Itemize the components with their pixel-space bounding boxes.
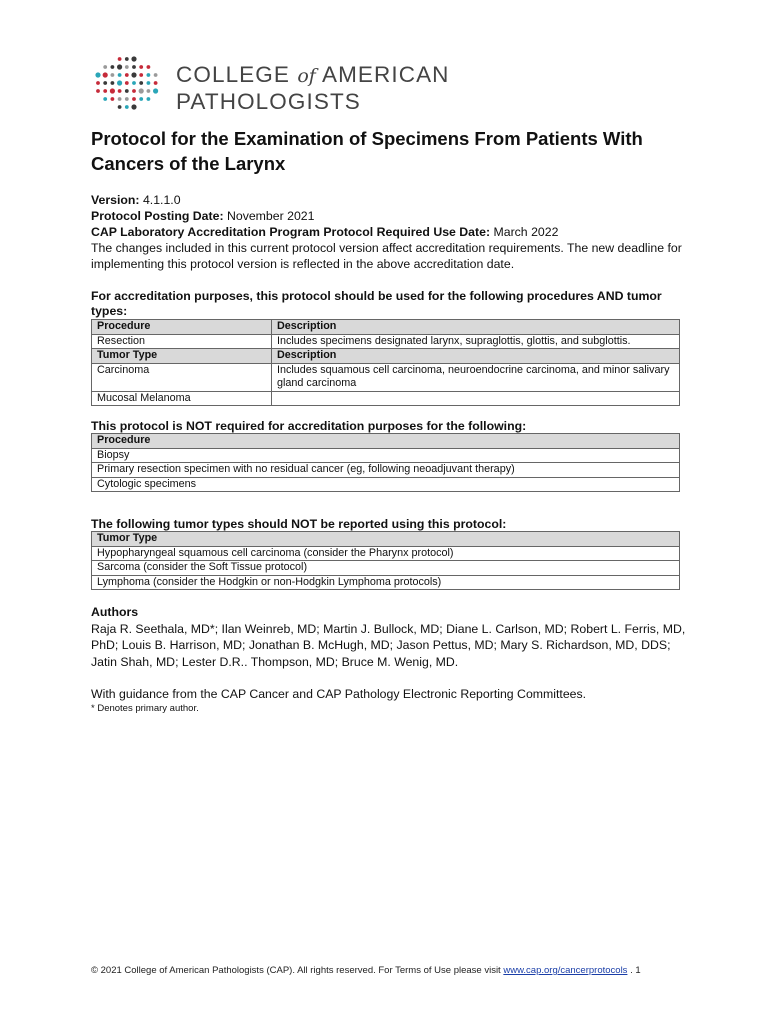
authors-heading: Authors [91,605,139,619]
posting-line [91,208,691,224]
table-row [92,448,680,463]
table-cell: Primary resection specimen with no residual cancer (eg, following neoadjuvant therapy) [92,463,680,478]
cell-empty [272,391,680,406]
table-row [92,363,680,391]
posting-value: November 2021 [226,209,315,223]
table-cell: Hypopharyngeal squamous cell carcinoma (consider the Pharynx protocol) [92,546,680,561]
logo-dot [132,97,136,101]
header-procedure: Procedure [92,434,680,449]
version-label: Version: [91,193,140,207]
logo-dot [125,97,129,101]
table-cell: Biopsy [92,448,680,463]
logo-dot [96,81,100,85]
logo-dot [139,88,144,93]
logo-dot [147,89,151,93]
cap-logo-dots-icon [94,54,164,114]
guidance-text: With guidance from the CAP Cancer and CAP Pathology Electronic Reporting Committees. [91,687,587,701]
logo-dot [153,88,158,93]
authors-section [91,604,691,670]
logo-dot [125,57,129,61]
header-tumor-type: Tumor Type [92,532,680,547]
logo-dot [103,81,107,85]
table-row [92,561,680,576]
page-footer [91,965,691,976]
logo-dot [103,97,107,101]
logo-dot [147,65,151,69]
table-cell: Cytologic specimens [92,477,680,492]
logo-dot [110,88,115,93]
header-procedure: Procedure [92,320,272,335]
version-line [91,192,691,208]
logo-dot [111,65,115,69]
logo-dot [139,73,143,77]
cell-resection-desc: Includes specimens designated larynx, supraglottis, glottis, and subglottis. [272,334,680,349]
logo-dot [139,81,143,85]
logo-dot [131,72,136,77]
logo-dot [96,89,100,93]
logo-dot [125,89,129,93]
not-required-heading: This protocol is NOT required for accreditation purposes for the following: [91,419,527,433]
accreditation-heading: For accreditation purposes, this protocol should be used for the following procedures AND tumor types: [91,289,662,318]
table-cell: Lymphoma (consider the Hodgkin or non-Hodgkin Lymphoma protocols) [92,575,680,590]
logo-dot [132,89,136,93]
table-cell: Sarcoma (consider the Soft Tissue protocol) [92,561,680,576]
primary-author-note: * Denotes primary author. [91,703,199,714]
cap-date-label: CAP Laboratory Accreditation Program Protocol Required Use Date: [91,225,491,239]
footer-copyright: © 2021 College of American Pathologists (CAP). All rights reserved. For Terms of Use please visit [91,965,501,976]
logo-dot [118,105,122,109]
table-row [92,391,680,406]
not-reported-heading: The following tumor types should NOT be reported using this protocol: [91,517,507,531]
logo-dot [132,65,136,69]
logo-dot [118,89,122,93]
cell-melanoma: Mucosal Melanoma [92,391,272,406]
table-header-row [92,532,680,547]
logo-college: COLLEGE [176,62,290,87]
footer-link[interactable]: www.cap.org/cancerprotocols [503,965,628,976]
logo-dot [103,72,108,77]
cell-carcinoma: Carcinoma [92,363,272,391]
not-required-table [91,433,680,492]
table-header-row [92,434,680,449]
cap-logo [94,54,494,114]
authors-list: Raja R. Seethala, MD*; Ilan Weinreb, MD; Martin J. Bullock, MD; Diane L. Carlson, MD; Robert L. Ferris, MD, PhD; Louis B. Harrison, MD; Jonathan B. McHugh, MD; Jason Pettus, MD; Mary S. Richardson, MD, DDS; Jatin Shah, MD; Lester D.R.. Thompson, MD; Bruce M. Wenig, MD. [91,621,686,669]
logo-dot [147,73,151,77]
table-row [92,334,680,349]
posting-label: Protocol Posting Date: [91,209,224,223]
table-header-row [92,320,680,335]
logo-dot [118,73,122,77]
version-value: 4.1.1.0 [142,193,181,207]
logo-pathologists: PATHOLOGISTS [176,89,361,114]
table-header-row [92,349,680,364]
logo-dot [118,97,122,101]
page-title: Protocol for the Examination of Specimens From Patients With Cancers of the Larynx [91,128,643,174]
logo-dot [95,72,100,77]
logo-dot [131,56,136,61]
logo-dot [125,65,129,69]
cell-resection: Resection [92,334,272,349]
not-reported-table [91,531,680,590]
accreditation-table [91,319,680,406]
logo-dot [147,97,151,101]
cap-date-line [91,224,691,240]
logo-of: of [297,65,316,87]
logo-dot [118,57,122,61]
logo-dot [125,105,129,109]
logo-dot [111,81,115,85]
logo-dot [132,81,136,85]
logo-dot [139,65,143,69]
logo-dot [111,97,115,101]
changes-text: The changes included in this current protocol version affect accreditation requirements. The new deadline for implementing this protocol version is reflected in the above accreditation date. [91,241,682,271]
logo-dot [154,81,158,85]
logo-dot [103,65,107,69]
cap-date-value: March 2022 [493,225,559,239]
logo-american: AMERICAN [321,62,450,87]
logo-dot [111,73,115,77]
logo-dot [103,89,107,93]
table-row [92,575,680,590]
page-number: . 1 [630,965,641,976]
logo-dot [131,104,136,109]
logo-dot [117,64,122,69]
logo-dot [117,80,122,85]
cell-carcinoma-desc: Includes squamous cell carcinoma, neuroendocrine carcinoma, and minor salivary gland carcinoma [272,363,680,391]
table-row [92,463,680,478]
table-row [92,477,680,492]
header-tumor-type: Tumor Type [92,349,272,364]
header-description: Description [272,320,680,335]
logo-dot [125,73,129,77]
protocol-meta [91,192,691,272]
logo-dot [139,97,143,101]
logo-wordmark [176,62,450,115]
table-row [92,546,680,561]
logo-dot [154,73,158,77]
logo-dot [125,81,129,85]
logo-dot [147,81,151,85]
header-description: Description [272,349,680,364]
